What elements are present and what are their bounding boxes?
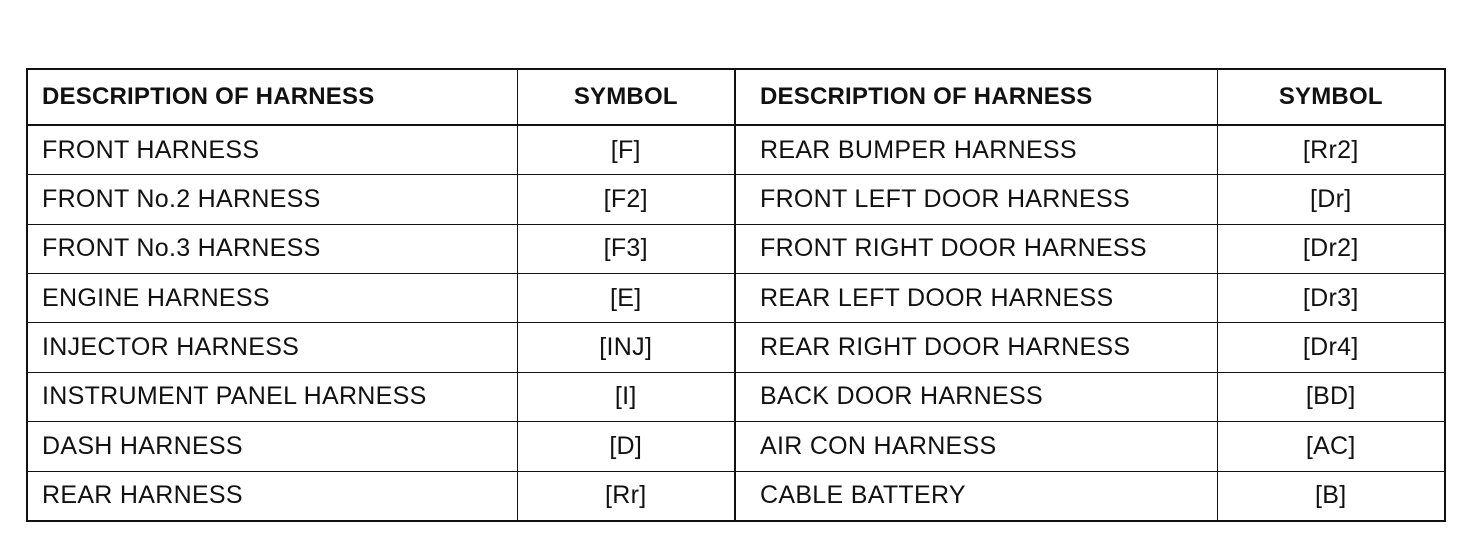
- harness-description: AIR CON HARNESS: [735, 422, 1217, 471]
- harness-symbol-table: [26, 68, 1446, 522]
- table-row: [27, 224, 1445, 273]
- harness-description: REAR RIGHT DOOR HARNESS: [735, 323, 1217, 372]
- harness-description: CABLE BATTERY: [735, 471, 1217, 521]
- table-row: [27, 372, 1445, 421]
- table-row: [27, 471, 1445, 521]
- harness-description: REAR HARNESS: [27, 471, 517, 521]
- harness-symbol: [F3]: [517, 224, 735, 273]
- harness-symbol: [Rr]: [517, 471, 735, 521]
- harness-symbol: [E]: [517, 274, 735, 323]
- harness-symbol: [Dr2]: [1217, 224, 1445, 273]
- table-header-row: [27, 69, 1445, 125]
- harness-description: ENGINE HARNESS: [27, 274, 517, 323]
- harness-symbol: [Dr4]: [1217, 323, 1445, 372]
- harness-symbol: [Dr]: [1217, 175, 1445, 224]
- table-row: [27, 274, 1445, 323]
- header-symbol-left: SYMBOL: [517, 69, 735, 125]
- table-row: [27, 422, 1445, 471]
- harness-description: FRONT No.2 HARNESS: [27, 175, 517, 224]
- harness-description: FRONT LEFT DOOR HARNESS: [735, 175, 1217, 224]
- harness-symbol: [D]: [517, 422, 735, 471]
- harness-symbol: [B]: [1217, 471, 1445, 521]
- harness-description: INSTRUMENT PANEL HARNESS: [27, 372, 517, 421]
- harness-symbol: [F2]: [517, 175, 735, 224]
- harness-description: DASH HARNESS: [27, 422, 517, 471]
- harness-symbol: [INJ]: [517, 323, 735, 372]
- harness-symbol: [AC]: [1217, 422, 1445, 471]
- harness-description: REAR LEFT DOOR HARNESS: [735, 274, 1217, 323]
- table-row: [27, 323, 1445, 372]
- harness-symbol: [F]: [517, 125, 735, 175]
- header-description-right: DESCRIPTION OF HARNESS: [735, 69, 1217, 125]
- harness-description: FRONT RIGHT DOOR HARNESS: [735, 224, 1217, 273]
- table-row: [27, 125, 1445, 175]
- harness-symbol: [BD]: [1217, 372, 1445, 421]
- harness-symbol: [Dr3]: [1217, 274, 1445, 323]
- header-symbol-right: SYMBOL: [1217, 69, 1445, 125]
- harness-description: BACK DOOR HARNESS: [735, 372, 1217, 421]
- header-description-left: DESCRIPTION OF HARNESS: [27, 69, 517, 125]
- harness-symbol: [I]: [517, 372, 735, 421]
- harness-description: INJECTOR HARNESS: [27, 323, 517, 372]
- harness-description: FRONT HARNESS: [27, 125, 517, 175]
- harness-description: REAR BUMPER HARNESS: [735, 125, 1217, 175]
- harness-description: FRONT No.3 HARNESS: [27, 224, 517, 273]
- harness-symbol: [Rr2]: [1217, 125, 1445, 175]
- table-row: [27, 175, 1445, 224]
